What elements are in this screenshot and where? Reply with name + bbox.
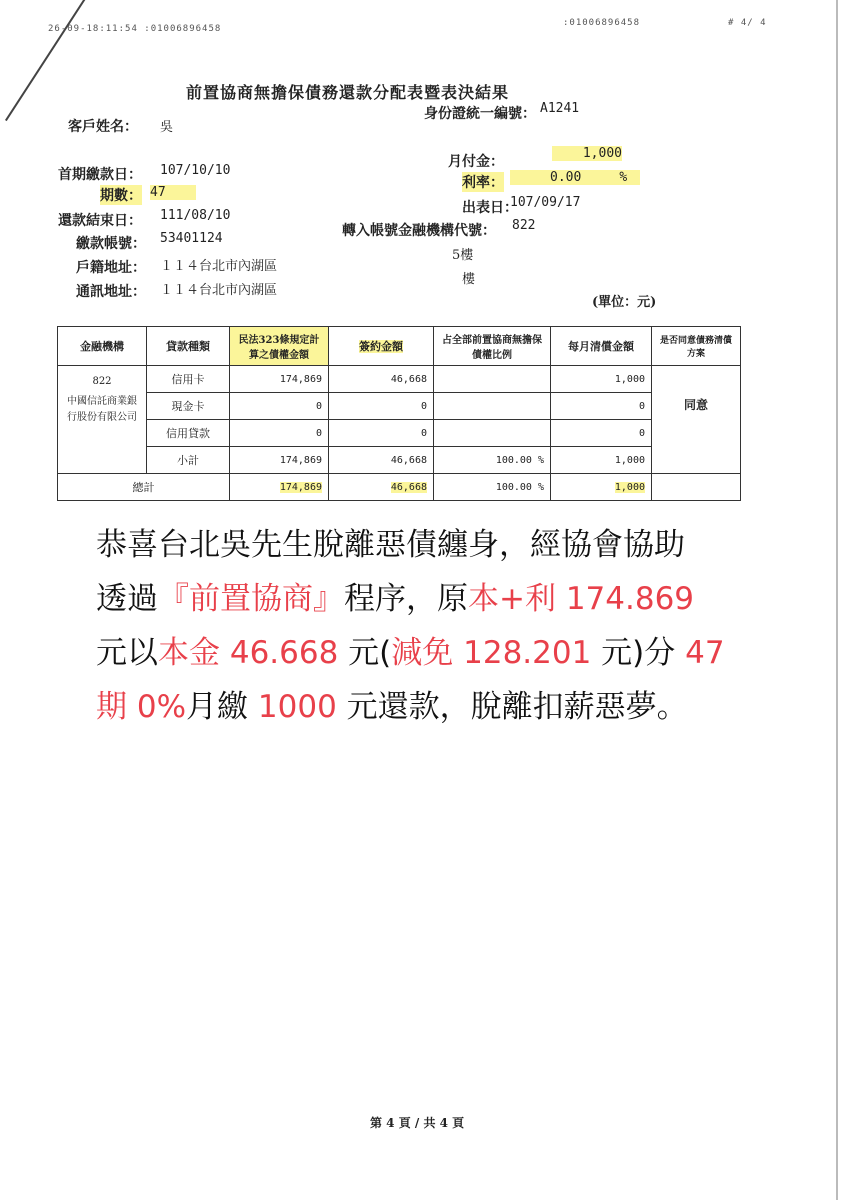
ratio: [434, 366, 551, 393]
note-text: 元還款，脫離扣薪惡夢。: [336, 689, 688, 725]
label-account: 繳款帳號：: [76, 236, 146, 252]
header-monthly: 每月清償金額: [551, 327, 652, 366]
note-highlight: 47: [685, 635, 725, 671]
note-line-4: [96, 680, 786, 734]
note-line-2: [96, 572, 786, 626]
claim-amount: 0: [230, 420, 329, 447]
monthly-amount: 1,000: [551, 366, 652, 393]
claim-amount: 174,869: [230, 447, 329, 474]
bank-code-cell: 822: [92, 376, 112, 387]
monthly-payment: 1,000: [552, 146, 622, 161]
total-agree-empty: [652, 474, 741, 501]
registered-address: １１４台北市內湖區: [160, 259, 278, 274]
total-claim-cell: [230, 474, 329, 501]
note-highlight: 期 0%: [96, 689, 187, 725]
first-pay-date: 107/10/10: [160, 163, 231, 178]
bank-name-cell: 中國信託商業銀行股份有限公司: [67, 396, 137, 423]
contract-amount: 46,668: [329, 447, 434, 474]
total-contract: 46,668: [390, 481, 427, 493]
header-contract-amount-text: 簽約金額: [359, 340, 403, 353]
total-label: 總計: [58, 474, 230, 501]
claim-amount: 174,869: [230, 366, 329, 393]
page-footer: 第 4 頁 / 共 4 頁: [370, 1116, 465, 1130]
issue-date: 107/09/17: [510, 195, 581, 210]
fax-page-marker: # 4/ 4: [728, 18, 767, 28]
note-text: 元以: [96, 635, 158, 671]
interest-rate: [510, 170, 640, 185]
note-highlight: 1000: [257, 689, 337, 725]
note-text: 程序，原: [344, 581, 468, 617]
label-first-pay-date: 首期繳款日：: [58, 167, 142, 183]
loan-type: 信用貸款: [147, 420, 230, 447]
header-claim-amount: 民法323條規定計算之債權金額: [230, 327, 329, 366]
label-periods: 期數：: [100, 185, 142, 205]
periods: 47: [150, 185, 196, 200]
total-claim: 174,869: [279, 481, 322, 493]
total-monthly-cell: [551, 474, 652, 501]
fax-header-mid: :01006896458: [563, 18, 641, 28]
loan-type: 現金卡: [147, 393, 230, 420]
note-highlight: 減免 128.201: [391, 635, 592, 671]
doc-title: 前置協商無擔保債務還款分配表暨表決結果: [186, 83, 510, 102]
note-line-3: [96, 626, 786, 680]
note-text: 透過: [96, 581, 158, 617]
table-row: [58, 420, 741, 447]
label-registered-address: 戶籍地址：: [76, 260, 146, 276]
contract-amount: 46,668: [329, 366, 434, 393]
total-contract-cell: [329, 474, 434, 501]
client-name: 吳: [160, 120, 174, 135]
monthly-amount: 0: [551, 420, 652, 447]
pen-stroke: [5, 0, 88, 121]
note-highlight: 『前置協商』: [158, 581, 344, 617]
total-monthly: 1,000: [614, 481, 645, 493]
table-header-row: [58, 327, 741, 366]
label-interest-rate: 利率：: [462, 172, 504, 192]
ratio: [434, 393, 551, 420]
id-number: A1241: [540, 101, 580, 116]
contract-amount: 0: [329, 420, 434, 447]
ratio: 100.00 %: [434, 447, 551, 474]
note-line-1: 恭喜台北吳先生脫離惡債纏身，經協會協助: [96, 527, 685, 563]
congratulation-note: [96, 518, 786, 734]
label-id-number: 身份證統一編號：: [424, 106, 536, 122]
repayment-table: [57, 326, 741, 501]
monthly-amount: 0: [551, 393, 652, 420]
monthly-amount: 1,000: [551, 447, 652, 474]
page-edge: [836, 0, 838, 1200]
subtotal-row: [58, 447, 741, 474]
fax-header-left: 26-09-18:11:54 :01006896458: [48, 24, 222, 34]
interest-rate-value: 0.00: [550, 170, 582, 185]
address-floor-1: 5樓: [452, 248, 474, 263]
total-ratio: 100.00 %: [434, 474, 551, 501]
label-monthly-payment: 月付金：: [448, 154, 504, 170]
note-highlight: 本金 46.668: [158, 635, 339, 671]
header-loan-type: 貸款種類: [147, 327, 230, 366]
note-text: 元)分: [591, 635, 686, 671]
label-bank-code: 轉入帳號金融機構代號：: [342, 223, 496, 239]
note-highlight: 本+利 174.869: [468, 581, 695, 617]
header-ratio: 占全部前置協商無擔保債權比例: [434, 327, 551, 366]
note-text: 月繳: [186, 689, 258, 725]
bank-code: 822: [512, 218, 536, 233]
label-mailing-address: 通訊地址：: [76, 284, 146, 300]
header-institution: 金融機構: [58, 327, 147, 366]
header-contract-amount: [329, 327, 434, 366]
loan-type: 小計: [147, 447, 230, 474]
claim-amount: 0: [230, 393, 329, 420]
address-floor-2: 樓: [462, 272, 476, 287]
bank-cell: [58, 366, 147, 474]
label-client-name: 客戶姓名：: [68, 119, 138, 135]
header-agree: 是否同意債務清償方案: [652, 327, 741, 366]
table-row: [58, 393, 741, 420]
label-issue-date: 出表日：: [462, 200, 518, 216]
end-date: 111/08/10: [160, 208, 231, 223]
mailing-address: １１４台北市內湖區: [160, 283, 278, 298]
agree-cell: 同意: [652, 366, 741, 474]
total-row: [58, 474, 741, 501]
account-number: 53401124: [160, 231, 223, 246]
label-end-date: 還款結束日：: [58, 213, 142, 229]
table-row: [58, 366, 741, 393]
contract-amount: 0: [329, 393, 434, 420]
loan-type: 信用卡: [147, 366, 230, 393]
unit-label: (單位：元): [592, 295, 657, 310]
ratio: [434, 420, 551, 447]
interest-rate-suffix: %: [619, 170, 628, 185]
note-text: 元(: [338, 635, 392, 671]
